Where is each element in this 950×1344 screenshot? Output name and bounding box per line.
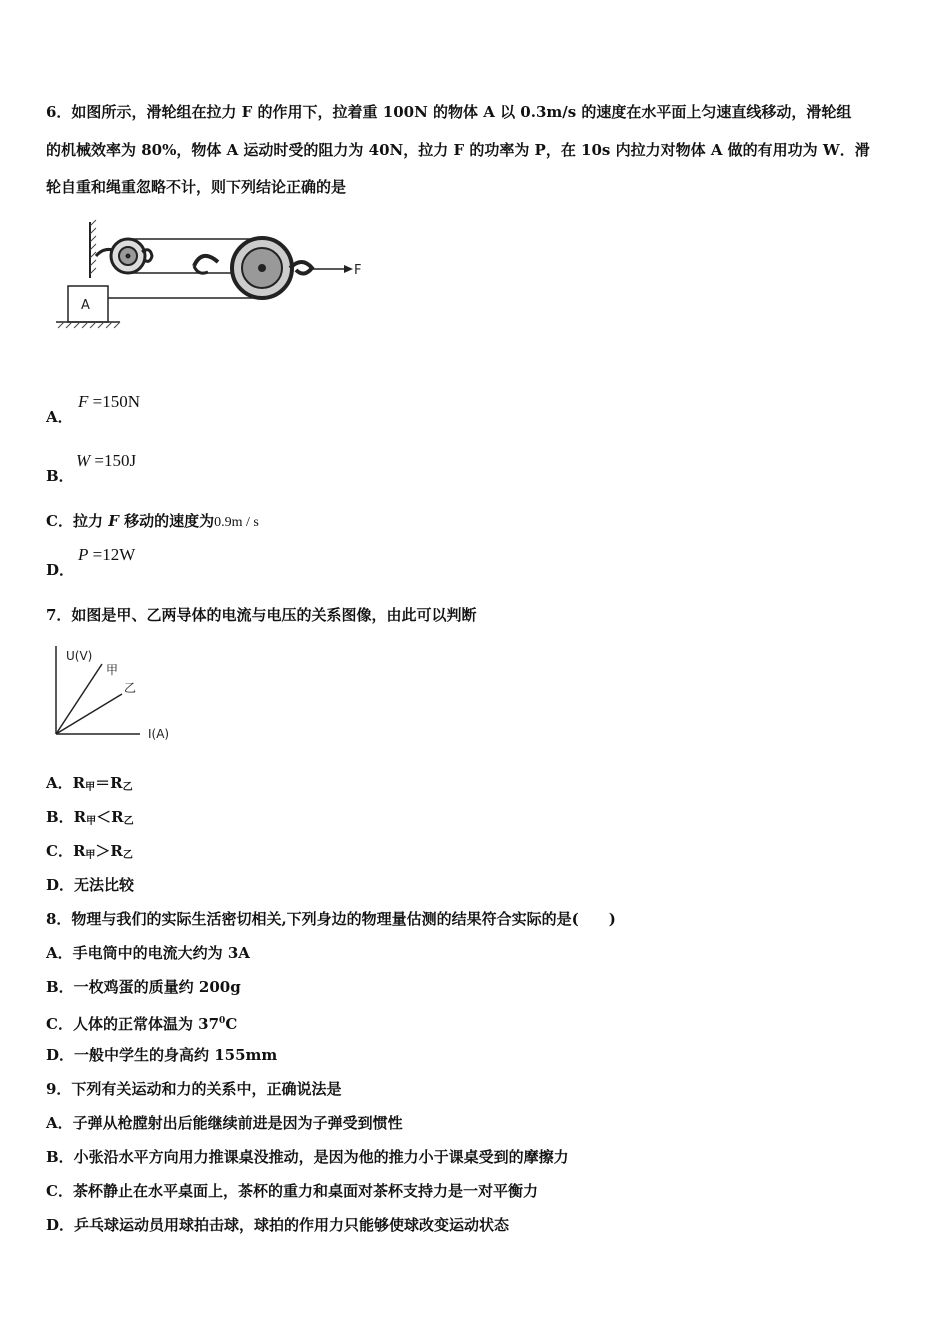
x-axis-label: I(A) bbox=[148, 727, 170, 741]
q8-option-d: D．一般中学生的身高约 155mm bbox=[46, 1046, 278, 1064]
q7-option-b: B．$R_甲<R_乙$ bbox=[46, 808, 134, 827]
q9-stem: 9．下列有关运动和力的关系中，正确说法是 bbox=[46, 1080, 342, 1098]
line-jia-label: 甲 bbox=[106, 663, 119, 677]
q6-stem-line3: 轮自重和绳重忽略不计，则下列结论正确的是 bbox=[46, 178, 347, 196]
q6-option-a-formula: F =150N bbox=[78, 392, 141, 411]
q8-option-c: C．人体的正常体温为 $37^0C$ bbox=[46, 1015, 238, 1033]
q9-option-d: D．乒乓球运动员用球拍击球，球拍的作用力只能够使球改变运动状态 bbox=[46, 1216, 510, 1234]
q6-stem-line2: 的机械效率为 80%，物体 A 运动时受的阻力为 40N，拉力 F 的功率为 P，在 10s 内拉力对物体 A 做的有用功为 W．滑 bbox=[46, 141, 870, 159]
q6-stem-line1: 6．如图所示，滑轮组在拉力 F 的作用下，拉着重 100N 的物体 A 以 0.3m/s 的速度在水平面上匀速直线移动，滑轮组 bbox=[46, 103, 852, 121]
block-label: A bbox=[81, 298, 90, 313]
q6-option-c: C．拉力 F 移动的速度为0.9m / s bbox=[46, 512, 259, 530]
force-label: F bbox=[354, 263, 362, 278]
y-axis-label: U(V) bbox=[66, 649, 93, 663]
q6-option-b-label: B． bbox=[46, 467, 74, 485]
q6-option-b-formula: W =150J bbox=[76, 451, 137, 470]
q8-option-a: A．手电筒中的电流大约为 3A bbox=[46, 944, 250, 962]
q6-option-d-label: D． bbox=[46, 561, 75, 579]
q7-option-d: D．无法比较 bbox=[46, 876, 135, 894]
line-yi bbox=[56, 694, 122, 734]
q6-option-d-formula: P =12W bbox=[78, 545, 136, 564]
q9-option-a: A．子弹从枪膛射出后能继续前进是因为子弹受到惯性 bbox=[46, 1114, 403, 1132]
q6-option-a-label: A． bbox=[46, 408, 73, 426]
line-jia bbox=[56, 664, 102, 734]
q7-stem: 7．如图是甲、乙两导体的电流与电压的关系图像，由此可以判断 bbox=[46, 606, 477, 624]
q8-option-b: B．一枚鸡蛋的质量约 200g bbox=[46, 978, 241, 996]
pulley-diagram bbox=[44, 212, 384, 337]
line-yi-label: 乙 bbox=[124, 681, 137, 695]
q7-option-c: C．$R_甲>R_乙$ bbox=[46, 842, 133, 861]
q7-option-a: A．$R_甲=R_乙$ bbox=[46, 774, 133, 793]
q9-option-b: B．小张沿水平方向用力推课桌没推动，是因为他的推力小于课桌受到的摩擦力 bbox=[46, 1148, 569, 1166]
q9-option-c: C．茶杯静止在水平桌面上，茶杯的重力和桌面对茶杯支持力是一对平衡力 bbox=[46, 1182, 538, 1200]
q8-stem: 8．物理与我们的实际生活密切相关,下列身边的物理量估测的结果符合实际的是( ) bbox=[46, 910, 616, 928]
ui-graph bbox=[44, 642, 194, 750]
